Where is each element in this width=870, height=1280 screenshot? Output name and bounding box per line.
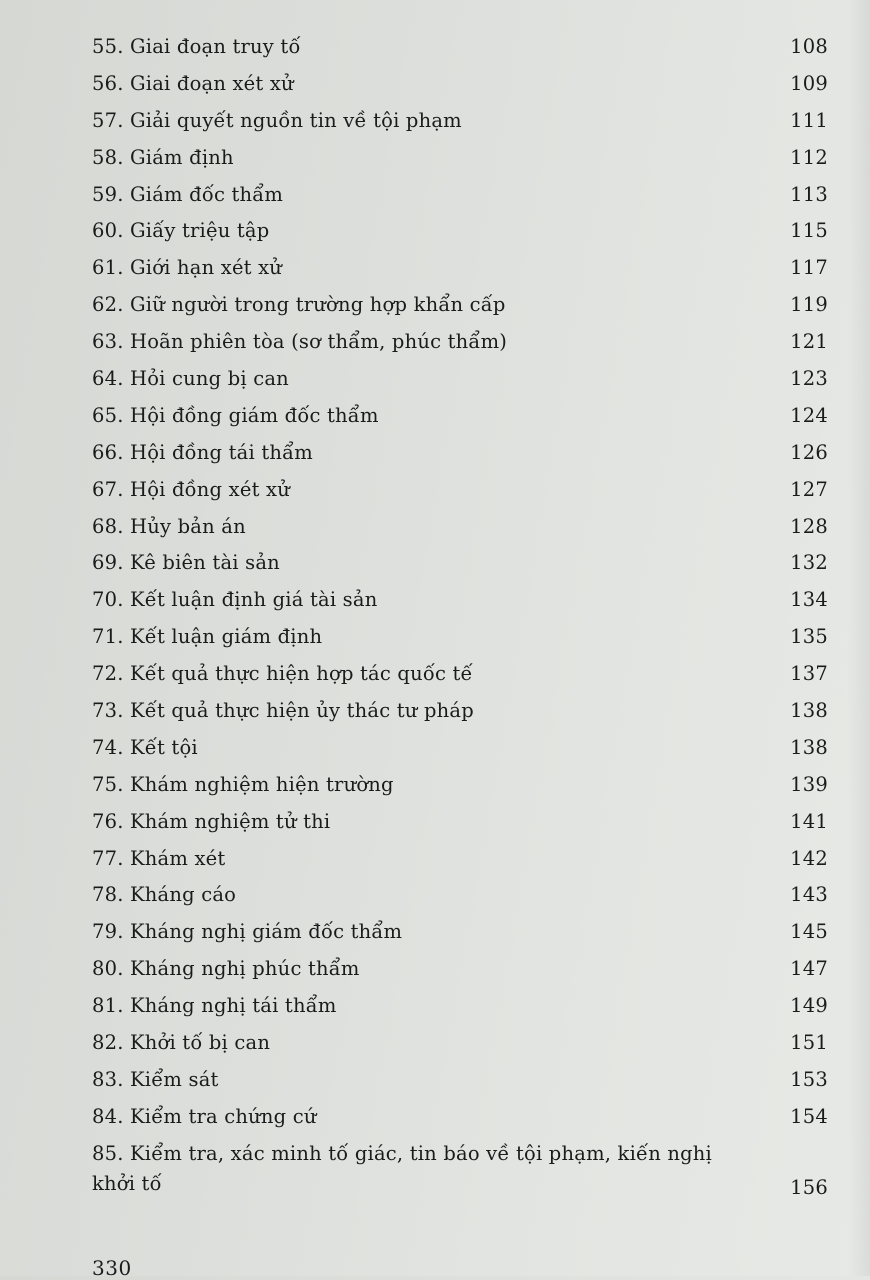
toc-entry-page: 145 (790, 920, 828, 944)
toc-entry-page: 111 (790, 108, 828, 132)
toc-entry-title: 60. Giấy triệu tập (92, 219, 270, 243)
toc-entry (92, 1135, 828, 1201)
toc-entry (92, 950, 828, 987)
toc-entry (92, 1061, 828, 1098)
toc-entry-title: 84. Kiểm tra chứng cứ (92, 1104, 317, 1128)
toc-entry-page: 132 (790, 551, 828, 575)
toc-entry (92, 692, 828, 729)
toc-entry (92, 803, 828, 840)
toc-entry (92, 176, 828, 213)
toc-entry-page: 142 (790, 846, 828, 870)
toc-entry-title: 68. Hủy bản án (92, 514, 246, 538)
toc-entry-title: 57. Giải quyết nguồn tin về tội phạm (92, 108, 462, 132)
toc-entry (92, 766, 828, 803)
toc-entry (92, 360, 828, 397)
toc-entry-page: 153 (790, 1067, 828, 1091)
toc-entry (92, 323, 828, 360)
toc-entry (92, 618, 828, 655)
toc-entry-page: 112 (790, 145, 828, 169)
toc-entry-page: 117 (790, 256, 828, 280)
toc-entry (92, 729, 828, 766)
toc-entry-page: 138 (790, 735, 828, 759)
toc-entry-page: 135 (790, 625, 828, 649)
toc-entry (92, 471, 828, 508)
table-of-contents (92, 28, 828, 1201)
toc-entry-title: 82. Khởi tố bị can (92, 1030, 271, 1054)
toc-entry (92, 1098, 828, 1135)
toc-entry (92, 1024, 828, 1061)
toc-entry-page: 126 (790, 440, 828, 464)
toc-entry-page: 141 (790, 809, 828, 833)
toc-entry-title: 63. Hoãn phiên tòa (sơ thẩm, phúc thẩm) (92, 330, 508, 354)
toc-entry-page: 147 (790, 957, 828, 981)
toc-entry-page: 115 (790, 219, 828, 243)
toc-entry (92, 581, 828, 618)
toc-entry-page: 149 (790, 994, 828, 1018)
toc-entry-title: 73. Kết quả thực hiện ủy thác tư pháp (92, 698, 474, 722)
toc-entry-page: 151 (790, 1030, 828, 1054)
toc-entry-page: 109 (790, 71, 828, 95)
toc-entry (92, 212, 828, 249)
toc-entry-title: 55. Giai đoạn truy tố (92, 34, 301, 58)
toc-entry-title: 76. Khám nghiệm tử thi (92, 809, 331, 833)
toc-entry (92, 397, 828, 434)
toc-entry-title: 67. Hội đồng xét xử (92, 477, 290, 501)
toc-entry-page: 139 (790, 772, 828, 796)
toc-entry-page: 128 (790, 514, 828, 538)
toc-entry (92, 876, 828, 913)
toc-entry-title: 78. Kháng cáo (92, 883, 237, 907)
toc-entry-page: 138 (790, 698, 828, 722)
toc-entry-title: 77. Khám xét (92, 846, 226, 870)
toc-entry-title: 83. Kiểm sát (92, 1067, 219, 1091)
toc-entry (92, 65, 828, 102)
toc-entry-page: 124 (790, 403, 828, 427)
toc-entry-page: 143 (790, 883, 828, 907)
toc-entry (92, 508, 828, 545)
toc-entry (92, 655, 828, 692)
toc-entry-title: 61. Giới hạn xét xử (92, 256, 283, 280)
toc-entry-page: 119 (790, 293, 828, 317)
toc-entry-title: 66. Hội đồng tái thẩm (92, 440, 313, 464)
toc-entry-title: 74. Kết tội (92, 735, 198, 759)
toc-entry-title: 69. Kê biên tài sản (92, 551, 280, 575)
toc-entry-title: 70. Kết luận định giá tài sản (92, 588, 378, 612)
toc-entry-title: 62. Giữ người trong trường hợp khẩn cấp (92, 293, 506, 317)
toc-entry-title: 58. Giám định (92, 145, 234, 169)
toc-entry-page: 123 (790, 366, 828, 390)
toc-entry (92, 139, 828, 176)
toc-entry-page: 127 (790, 477, 828, 501)
toc-entry-title: 56. Giai đoạn xét xử (92, 71, 294, 95)
toc-entry-title: 81. Kháng nghị tái thẩm (92, 994, 337, 1018)
toc-entry-title: 65. Hội đồng giám đốc thẩm (92, 403, 379, 427)
toc-entry (92, 840, 828, 877)
toc-entry-page: 121 (790, 330, 828, 354)
toc-entry-title: 72. Kết quả thực hiện hợp tác quốc tế (92, 662, 473, 686)
toc-entry-title: 59. Giám đốc thẩm (92, 182, 284, 206)
toc-entry-title: 85. Kiểm tra, xác minh tố giác, tin báo về tội phạm, kiến nghị khởi tố (92, 1141, 712, 1195)
toc-entry-page: 134 (790, 588, 828, 612)
toc-entry-title: 64. Hỏi cung bị can (92, 366, 289, 390)
toc-entry-page: 137 (790, 662, 828, 686)
toc-entry-title: 80. Kháng nghị phúc thẩm (92, 957, 360, 981)
toc-entry (92, 102, 828, 139)
toc-entry-page: 108 (790, 34, 828, 58)
toc-entry-page: 156 (790, 1175, 828, 1199)
toc-entry-page: 154 (790, 1104, 828, 1128)
toc-entry (92, 249, 828, 286)
toc-entry (92, 434, 828, 471)
toc-entry (92, 987, 828, 1024)
toc-entry (92, 913, 828, 950)
toc-entry (92, 544, 828, 581)
page-number: 330 (92, 1256, 132, 1280)
toc-entry-title: 75. Khám nghiệm hiện trường (92, 772, 394, 796)
page-edge-shadow (848, 0, 870, 1276)
toc-entry-title: 71. Kết luận giám định (92, 625, 323, 649)
toc-entry-title: 79. Kháng nghị giám đốc thẩm (92, 920, 403, 944)
toc-entry (92, 286, 828, 323)
toc-entry-page: 113 (790, 182, 828, 206)
toc-entry (92, 28, 828, 65)
